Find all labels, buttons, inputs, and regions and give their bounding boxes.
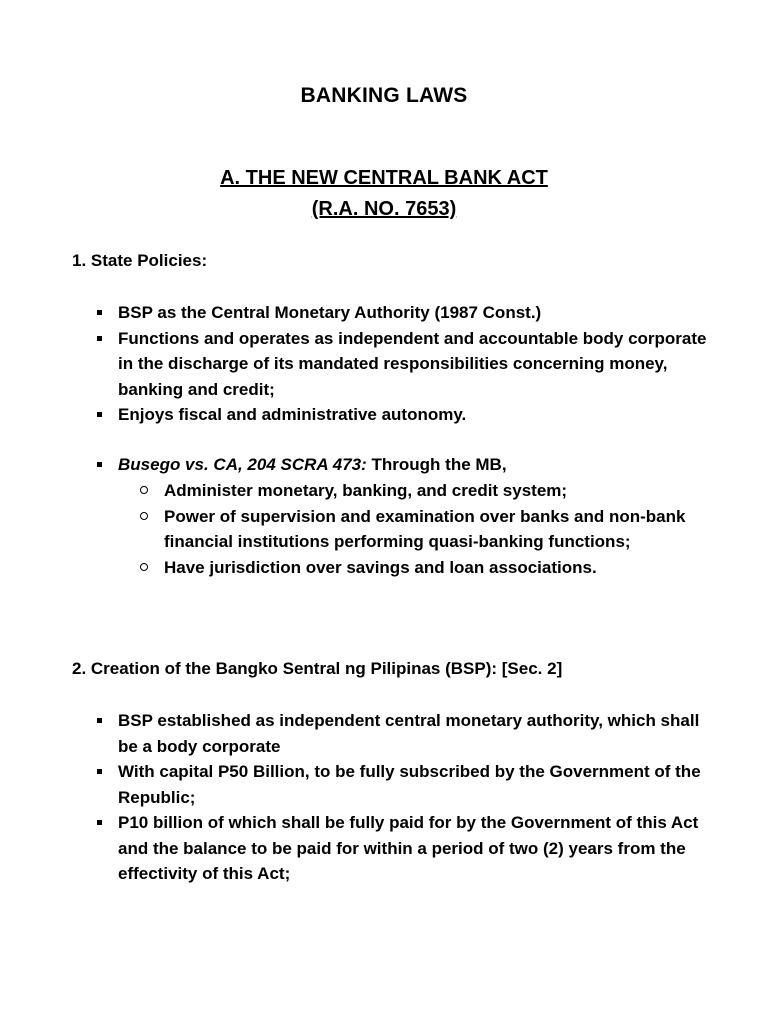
list-item-text: Functions and operates as independent and accountable body corporate in the discharge of its mandated responsibilities concerning money, banking and credit;: [118, 328, 707, 399]
case-citation: Busego vs. CA, 204 SCRA 473:: [118, 455, 367, 474]
act-subtitle: (R.A. NO. 7653): [311, 198, 457, 220]
square-bullet-icon: [97, 820, 102, 825]
square-bullet-icon: [97, 718, 102, 723]
list-item-text: BSP as the Central Monetary Authority (1987 Const.): [118, 303, 542, 322]
circle-bullet-icon: [140, 486, 148, 494]
square-bullet-icon: [97, 336, 102, 341]
list-item: [0, 402, 718, 428]
list-item-text: P10 billion of which shall be fully paid for by the Government of this Act and the balance to be paid for within a period of two (2) years from the effectivity of this Act;: [118, 813, 699, 883]
section-heading-creation-bsp: 2. Creation of the Bangko Sentral ng Pilipinas (BSP): [Sec. 2]: [72, 659, 563, 678]
list-item: [0, 810, 718, 887]
list-item: [0, 452, 718, 478]
case-text: Through the MB,: [366, 455, 507, 474]
list-item-text: Power of supervision and examination over banks and non-bank financial institutions performing quasi-banking functions;: [164, 506, 686, 551]
creation-bsp-list: [0, 708, 718, 887]
list-item: [0, 504, 724, 555]
circle-bullet-icon: [140, 512, 148, 520]
square-bullet-icon: [97, 462, 102, 467]
list-item: [0, 708, 718, 759]
list-item: [0, 326, 718, 403]
mb-powers-list: [0, 478, 724, 580]
state-policies-list: [0, 300, 718, 428]
square-bullet-icon: [97, 310, 102, 315]
list-item-text: Have jurisdiction over savings and loan associations.: [164, 557, 597, 577]
act-title: A. THE NEW CENTRAL BANK ACT: [220, 167, 548, 189]
list-item-text: Enjoys fiscal and administrative autonomy.: [118, 405, 467, 424]
list-item-text: Administer monetary, banking, and credit system;: [164, 481, 568, 500]
document-title: BANKING LAWS: [300, 84, 468, 107]
list-item: [0, 478, 724, 504]
square-bullet-icon: [97, 412, 102, 417]
list-item: [0, 555, 724, 581]
list-item-text: BSP established as independent central monetary authority, which shall be a body corporate: [118, 711, 700, 756]
list-item-text: With capital P50 Billion, to be fully subscribed by the Government of the Republic;: [118, 762, 701, 807]
circle-bullet-icon: [140, 563, 148, 571]
list-item: [0, 759, 718, 810]
section-heading-state-policies: 1. State Policies:: [72, 251, 208, 270]
list-item: [0, 300, 718, 326]
square-bullet-icon: [97, 769, 102, 774]
case-list: [0, 452, 718, 478]
